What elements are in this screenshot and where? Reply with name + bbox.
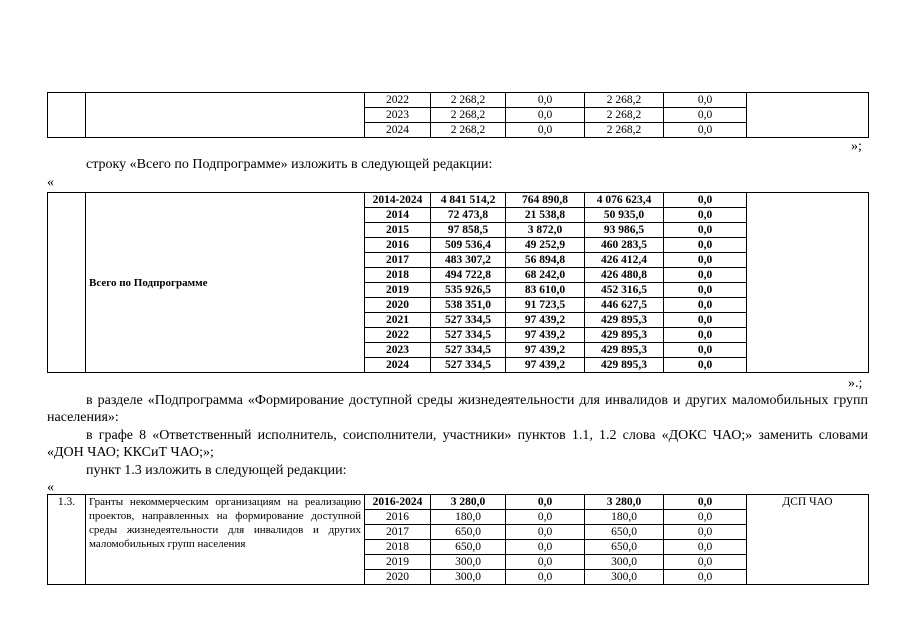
cell-total: 72 473,8 <box>431 208 506 223</box>
cell-year: 2019 <box>365 283 431 298</box>
cell-regional: 2 268,2 <box>585 123 664 138</box>
cell-description <box>86 93 365 138</box>
paragraph-column8: в графе 8 «Ответственный исполнитель, соисполнители, участники» пунктов 1.1, 1.2 слова «ДОКС ЧАО;» заменить словами «ДОН ЧАО; ККСиТ ЧАО;»; <box>47 428 868 460</box>
cell-year: 2016 <box>365 510 431 525</box>
cell-regional: 2 268,2 <box>585 108 664 123</box>
cell-other: 0,0 <box>664 555 747 570</box>
cell-regional: 2 268,2 <box>585 93 664 108</box>
cell-federal: 0,0 <box>506 108 585 123</box>
cell-other: 0,0 <box>664 238 747 253</box>
cell-other: 0,0 <box>664 525 747 540</box>
cell-federal: 0,0 <box>506 495 585 510</box>
cell-year: 2020 <box>365 298 431 313</box>
cell-description: Всего по Подпрограмме <box>86 193 365 373</box>
cell-year: 2014-2024 <box>365 193 431 208</box>
paragraph-section: в разделе «Подпрограмма «Формирование доступной среды жизнедеятельности для инвалидов и других маломобильных групп населения»: <box>47 393 868 425</box>
cell-regional: 3 280,0 <box>585 495 664 510</box>
cell-year: 2017 <box>365 253 431 268</box>
cell-federal: 91 723,5 <box>506 298 585 313</box>
cell-other: 0,0 <box>664 313 747 328</box>
cell-description: Гранты некоммерческим организациям на реализацию проектов, направленных на формирование доступной среды жизнедеятельности для инвалидов и других маломобильных групп населения <box>86 495 365 585</box>
cell-other: 0,0 <box>664 208 747 223</box>
cell-other: 0,0 <box>664 283 747 298</box>
cell-total: 650,0 <box>431 525 506 540</box>
cell-total: 180,0 <box>431 510 506 525</box>
cell-regional: 4 076 623,4 <box>585 193 664 208</box>
cell-federal: 0,0 <box>506 123 585 138</box>
cell-federal: 3 872,0 <box>506 223 585 238</box>
cell-year: 2015 <box>365 223 431 238</box>
cell-total: 650,0 <box>431 540 506 555</box>
table-item-1-3 <box>47 494 869 585</box>
cell-total: 527 334,5 <box>431 358 506 373</box>
cell-federal: 0,0 <box>506 555 585 570</box>
cell-regional: 429 895,3 <box>585 313 664 328</box>
cell-year: 2018 <box>365 540 431 555</box>
cell-regional: 650,0 <box>585 540 664 555</box>
cell-year: 2016 <box>365 238 431 253</box>
cell-other: 0,0 <box>664 298 747 313</box>
cell-regional: 460 283,5 <box>585 238 664 253</box>
cell-total: 97 858,5 <box>431 223 506 238</box>
cell-federal: 0,0 <box>506 525 585 540</box>
table-row <box>48 93 869 108</box>
cell-year: 2014 <box>365 208 431 223</box>
quote-close-2: ».; <box>848 376 863 391</box>
cell-federal: 68 242,0 <box>506 268 585 283</box>
cell-other: 0,0 <box>664 328 747 343</box>
cell-responsible <box>747 93 869 138</box>
cell-total: 527 334,5 <box>431 313 506 328</box>
cell-year: 2018 <box>365 268 431 283</box>
cell-other: 0,0 <box>664 343 747 358</box>
cell-other: 0,0 <box>664 540 747 555</box>
cell-federal: 56 894,8 <box>506 253 585 268</box>
cell-regional: 650,0 <box>585 525 664 540</box>
cell-responsible <box>747 193 869 373</box>
cell-number <box>48 193 86 373</box>
cell-federal: 97 439,2 <box>506 313 585 328</box>
cell-number: 1.3. <box>48 495 86 585</box>
cell-total: 509 536,4 <box>431 238 506 253</box>
cell-year: 2024 <box>365 358 431 373</box>
cell-other: 0,0 <box>664 253 747 268</box>
cell-federal: 0,0 <box>506 540 585 555</box>
cell-regional: 50 935,0 <box>585 208 664 223</box>
cell-year: 2022 <box>365 93 431 108</box>
cell-other: 0,0 <box>664 510 747 525</box>
cell-regional: 429 895,3 <box>585 328 664 343</box>
cell-total: 300,0 <box>431 555 506 570</box>
cell-federal: 97 439,2 <box>506 343 585 358</box>
cell-other: 0,0 <box>664 93 747 108</box>
cell-other: 0,0 <box>664 223 747 238</box>
cell-regional: 93 986,5 <box>585 223 664 238</box>
cell-other: 0,0 <box>664 268 747 283</box>
cell-year: 2024 <box>365 123 431 138</box>
cell-federal: 0,0 <box>506 570 585 585</box>
cell-federal: 97 439,2 <box>506 358 585 373</box>
cell-total: 300,0 <box>431 570 506 585</box>
quote-close-1: »; <box>851 139 862 154</box>
cell-total: 535 926,5 <box>431 283 506 298</box>
cell-total: 527 334,5 <box>431 343 506 358</box>
cell-total: 527 334,5 <box>431 328 506 343</box>
cell-regional: 426 412,4 <box>585 253 664 268</box>
cell-total: 483 307,2 <box>431 253 506 268</box>
cell-other: 0,0 <box>664 193 747 208</box>
cell-federal: 0,0 <box>506 510 585 525</box>
cell-year: 2021 <box>365 313 431 328</box>
paragraph-item13: пункт 1.3 изложить в следующей редакции: <box>86 463 347 478</box>
cell-total: 2 268,2 <box>431 108 506 123</box>
cell-regional: 426 480,8 <box>585 268 664 283</box>
cell-year: 2017 <box>365 525 431 540</box>
cell-other: 0,0 <box>664 123 747 138</box>
cell-regional: 300,0 <box>585 555 664 570</box>
cell-total: 2 268,2 <box>431 123 506 138</box>
cell-year: 2023 <box>365 343 431 358</box>
cell-year: 2023 <box>365 108 431 123</box>
cell-federal: 49 252,9 <box>506 238 585 253</box>
cell-total: 538 351,0 <box>431 298 506 313</box>
cell-regional: 300,0 <box>585 570 664 585</box>
quote-open-2: « <box>47 480 54 495</box>
table-row <box>48 495 869 510</box>
cell-total: 494 722,8 <box>431 268 506 283</box>
cell-federal: 0,0 <box>506 93 585 108</box>
cell-regional: 452 316,5 <box>585 283 664 298</box>
cell-federal: 97 439,2 <box>506 328 585 343</box>
table-continuation <box>47 92 869 138</box>
cell-year: 2016-2024 <box>365 495 431 510</box>
cell-regional: 429 895,3 <box>585 358 664 373</box>
cell-federal: 83 610,0 <box>506 283 585 298</box>
cell-regional: 429 895,3 <box>585 343 664 358</box>
cell-regional: 180,0 <box>585 510 664 525</box>
table-row <box>48 193 869 208</box>
cell-total: 4 841 514,2 <box>431 193 506 208</box>
paragraph-total-line: строку «Всего по Подпрограмме» изложить в следующей редакции: <box>86 157 493 172</box>
cell-number <box>48 93 86 138</box>
cell-other: 0,0 <box>664 570 747 585</box>
cell-total: 3 280,0 <box>431 495 506 510</box>
cell-year: 2020 <box>365 570 431 585</box>
cell-year: 2019 <box>365 555 431 570</box>
cell-regional: 446 627,5 <box>585 298 664 313</box>
cell-total: 2 268,2 <box>431 93 506 108</box>
cell-other: 0,0 <box>664 358 747 373</box>
cell-federal: 21 538,8 <box>506 208 585 223</box>
cell-responsible: ДСП ЧАО <box>747 495 869 585</box>
cell-federal: 764 890,8 <box>506 193 585 208</box>
quote-open-1: « <box>47 175 54 190</box>
cell-other: 0,0 <box>664 495 747 510</box>
table-subprogram-total <box>47 192 869 373</box>
cell-other: 0,0 <box>664 108 747 123</box>
cell-year: 2022 <box>365 328 431 343</box>
